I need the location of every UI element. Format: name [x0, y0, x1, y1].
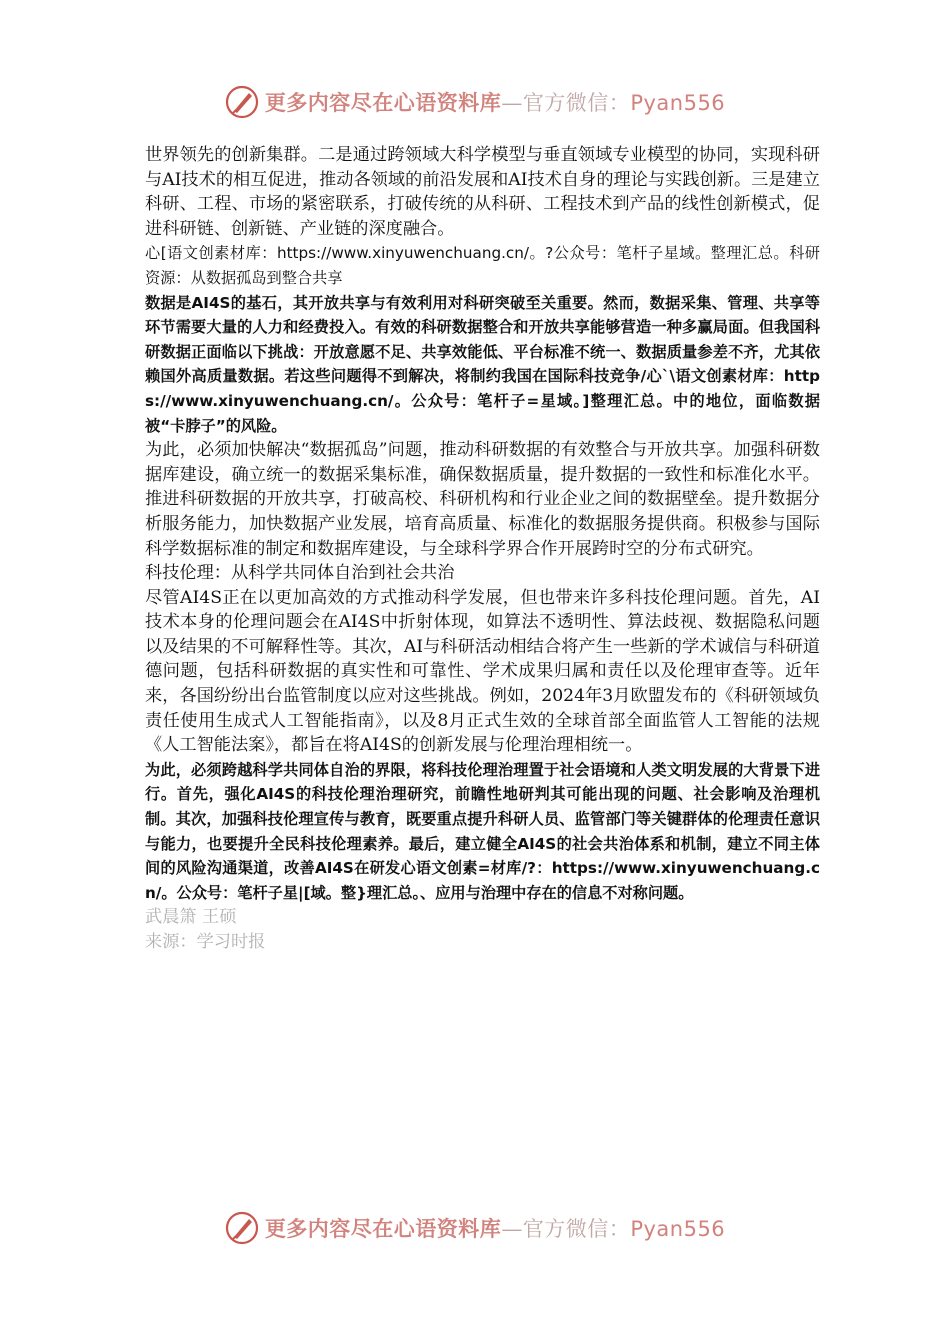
banner-title: 更多内容尽在心语资料库 — [264, 90, 502, 115]
quill-logo-icon — [225, 85, 259, 119]
watermark-line: 心[语文创素材库：https://www.xinyuwenchuang.cn/。?公众号：笔杆子星域。整理汇总。科研资源：从数据孤岛到整合共享 — [145, 244, 820, 287]
paragraph-data-basis: 数据是AI4S的基石，其开放共享与有效利用对科研突破至关重要。然而，数据采集、管理、共享等环节需要大量的人力和经费投入。有效的科研数据整合和开放共享能够营造一种多赢局面。但我国科研数据正面临以下挑战：开放意愿不足、共享效能低、平台标准不统一、数据质量参差不齐，尤其依赖国外高质量数据。若这些问题得不到解决，将制约我国在国际科技竞争/心`\语文创素材库：https://www.xinyuwenchuang.cn/。公众号：笔杆子=星域。]整理汇总。中的地位，面临数据被“卡脖子”的风险。 — [145, 293, 820, 435]
author-line: 武晨箫 王硕 — [145, 907, 237, 928]
banner-text — [265, 87, 725, 117]
banner-wechat-label: —官方微信： — [501, 1217, 631, 1241]
banner-wechat-label: —官方微信： — [501, 91, 631, 115]
banner-title: 更多内容尽在心语资料库 — [264, 1216, 502, 1241]
source-line: 来源：学习时报 — [145, 932, 266, 952]
article-body — [145, 143, 820, 955]
banner-wechat-id: Pyan556 — [630, 1217, 726, 1241]
quill-logo-icon — [225, 1211, 259, 1245]
banner-wechat-id: Pyan556 — [630, 91, 726, 115]
paragraph-intro: 世界领先的创新集群。二是通过跨领域大科学模型与垂直领域专业模型的协同，实现科研与AI技术的相互促进，推动各领域的前沿发展和AI技术自身的理论与实践创新。三是建立科研、工程、市场的紧密联系，打破传统的从科研、工程技术到产品的线性创新模式，促进科研链、创新链、产业链的深度融合。 — [145, 145, 820, 239]
paragraph-data-islands: 为此，必须加快解决“数据孤岛”问题，推动科研数据的有效整合与开放共享。加强科研数据库建设，确立统一的数据采集标准，确保数据质量，提升数据的一致性和标准化水平。推进科研数据的开放共享，打破高校、科研机构和行业企业之间的数据壁垒。提升数据分析服务能力，加快数据产业发展，培育高质量、标准化的数据服务提供商。积极参与国际科学数据标准的制定和数据库建设，与全球科学界合作开展跨时空的分布式研究。 — [145, 440, 820, 559]
banner-text — [265, 1213, 725, 1243]
footer-banner — [0, 1208, 950, 1248]
header-banner — [0, 82, 950, 122]
paragraph-ethics-governance: 为此，必须跨越科学共同体自治的界限，将科技伦理治理置于社会语境和人类文明发展的大背景下进行。首先，强化AI4S的科技伦理治理研究，前瞻性地研判其可能出现的问题、社会影响及治理机制。其次，加强科技伦理宣传与教育，既要重点提升科研人员、监管部门等关键群体的伦理责任意识与能力，也要提升全民科技伦理素养。最后，建立健全AI4S的社会共治体系和机制，建立不同主体间的风险沟通渠道，改善AI4S在研发心语文创素=材库/?：https://www.xinyuwenchuang.cn/。公众号：笔杆子星|[域。整}理汇总。、应用与治理中存在的信息不对称问题。 — [145, 760, 820, 902]
paragraph-ethics-issues: 尽管AI4S正在以更加高效的方式推动科学发展，但也带来许多科技伦理问题。首先，AI技术本身的伦理问题会在AI4S中折射体现，如算法不透明性、算法歧视、数据隐私问题以及结果的不可解释性等。其次，AI与科研活动相结合将产生一些新的学术诚信与科研道德问题，包括科研数据的真实性和可靠性、学术成果归属和责任以及伦理审查等。近年来，各国纷纷出台监管制度以应对这些挑战。例如，2024年3月欧盟发布的《科研领域负责任使用生成式人工智能指南》，以及8月正式生效的全球首部全面监管人工智能的法规《人工智能法案》，都旨在将AI4S的创新发展与伦理治理相统一。 — [145, 587, 820, 756]
section-heading-ethics: 科技伦理：从科学共同体自治到社会共治 — [145, 563, 455, 584]
